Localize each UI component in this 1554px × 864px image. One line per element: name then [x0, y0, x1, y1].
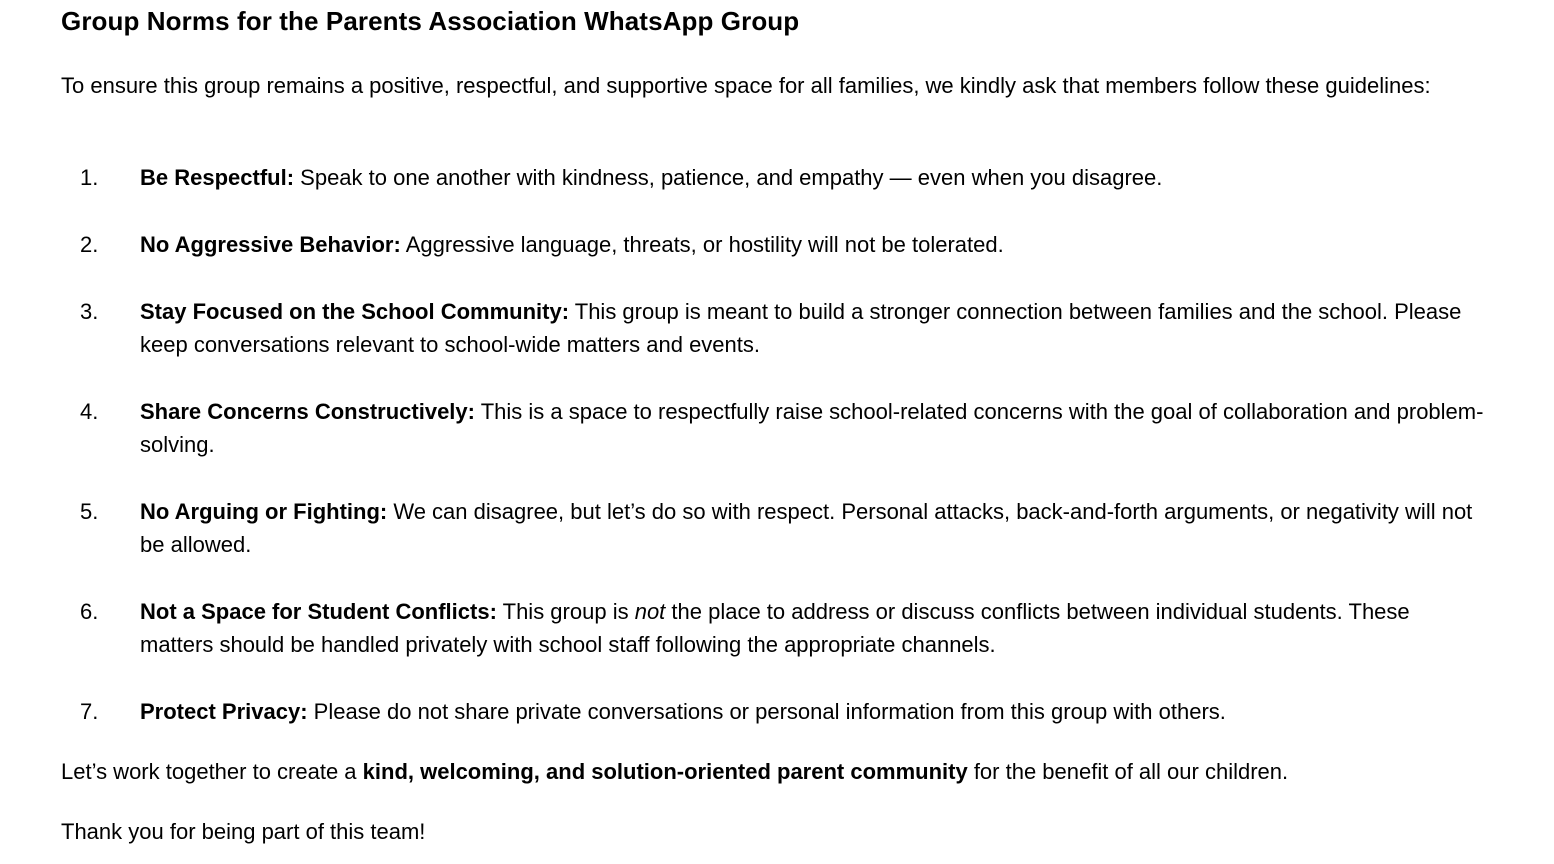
norm-body-start: This group is: [496, 599, 635, 624]
closing-start: Let’s work together to create a: [61, 759, 363, 784]
norm-text: [140, 395, 1485, 461]
norm-text: [140, 695, 1485, 728]
list-number: 5.: [80, 499, 99, 524]
intro-paragraph: To ensure this group remains a positive, respectful, and supportive space for all families, we kindly ask that members follow these guidelines:: [61, 73, 1431, 98]
norm-body: Aggressive language, threats, or hostility will not be tolerated.: [400, 232, 1004, 257]
list-number: 7.: [80, 699, 99, 724]
document-title: Group Norms for the Parents Association WhatsApp Group: [61, 6, 800, 36]
norm-body: Speak to one another with kindness, patience, and empathy — even when you disagree.: [294, 165, 1163, 190]
norm-heading: Share Concerns Constructively:: [140, 399, 475, 424]
closing-emphasis: kind, welcoming, and solution-oriented parent community: [362, 759, 968, 784]
norm-emphasis: not: [634, 599, 666, 624]
thanks-paragraph: Thank you for being part of this team!: [61, 819, 426, 844]
norm-heading: No Aggressive Behavior:: [140, 232, 401, 257]
norm-body: This is a space to respectfully raise school-related concerns with the goal of collaboration and problem-solving.: [140, 399, 1484, 457]
norm-text: [140, 595, 1485, 661]
norm-heading: Stay Focused on the School Community:: [140, 299, 570, 324]
norm-text: [140, 161, 1485, 194]
norm-heading: No Arguing or Fighting:: [140, 499, 388, 524]
list-number: 6.: [80, 599, 99, 624]
closing-end: for the benefit of all our children.: [967, 759, 1289, 784]
list-number: 1.: [80, 165, 99, 190]
norm-heading: Protect Privacy:: [140, 699, 308, 724]
norm-heading: Be Respectful:: [140, 165, 295, 190]
norm-text: [140, 228, 1485, 261]
list-number: 4.: [80, 399, 99, 424]
norm-body: Please do not share private conversations or personal information from this group with others.: [307, 699, 1226, 724]
norm-heading: Not a Space for Student Conflicts:: [140, 599, 497, 624]
norm-text: [140, 295, 1485, 361]
list-number: 2.: [80, 232, 99, 257]
norm-text: [140, 495, 1485, 561]
norm-body-end: the place to address or discuss conflicts between individual students. These matters should be handled privately with school staff following the appropriate channels.: [140, 599, 1410, 657]
norm-body: We can disagree, but let’s do so with respect. Personal attacks, back-and-forth arguments, or negativity will not be allowed.: [140, 499, 1473, 557]
norm-body: This group is meant to build a stronger connection between families and the school. Please keep conversations relevant to school-wide matters and events.: [140, 299, 1462, 357]
closing-paragraph: [61, 755, 1288, 788]
list-number: 3.: [80, 299, 99, 324]
